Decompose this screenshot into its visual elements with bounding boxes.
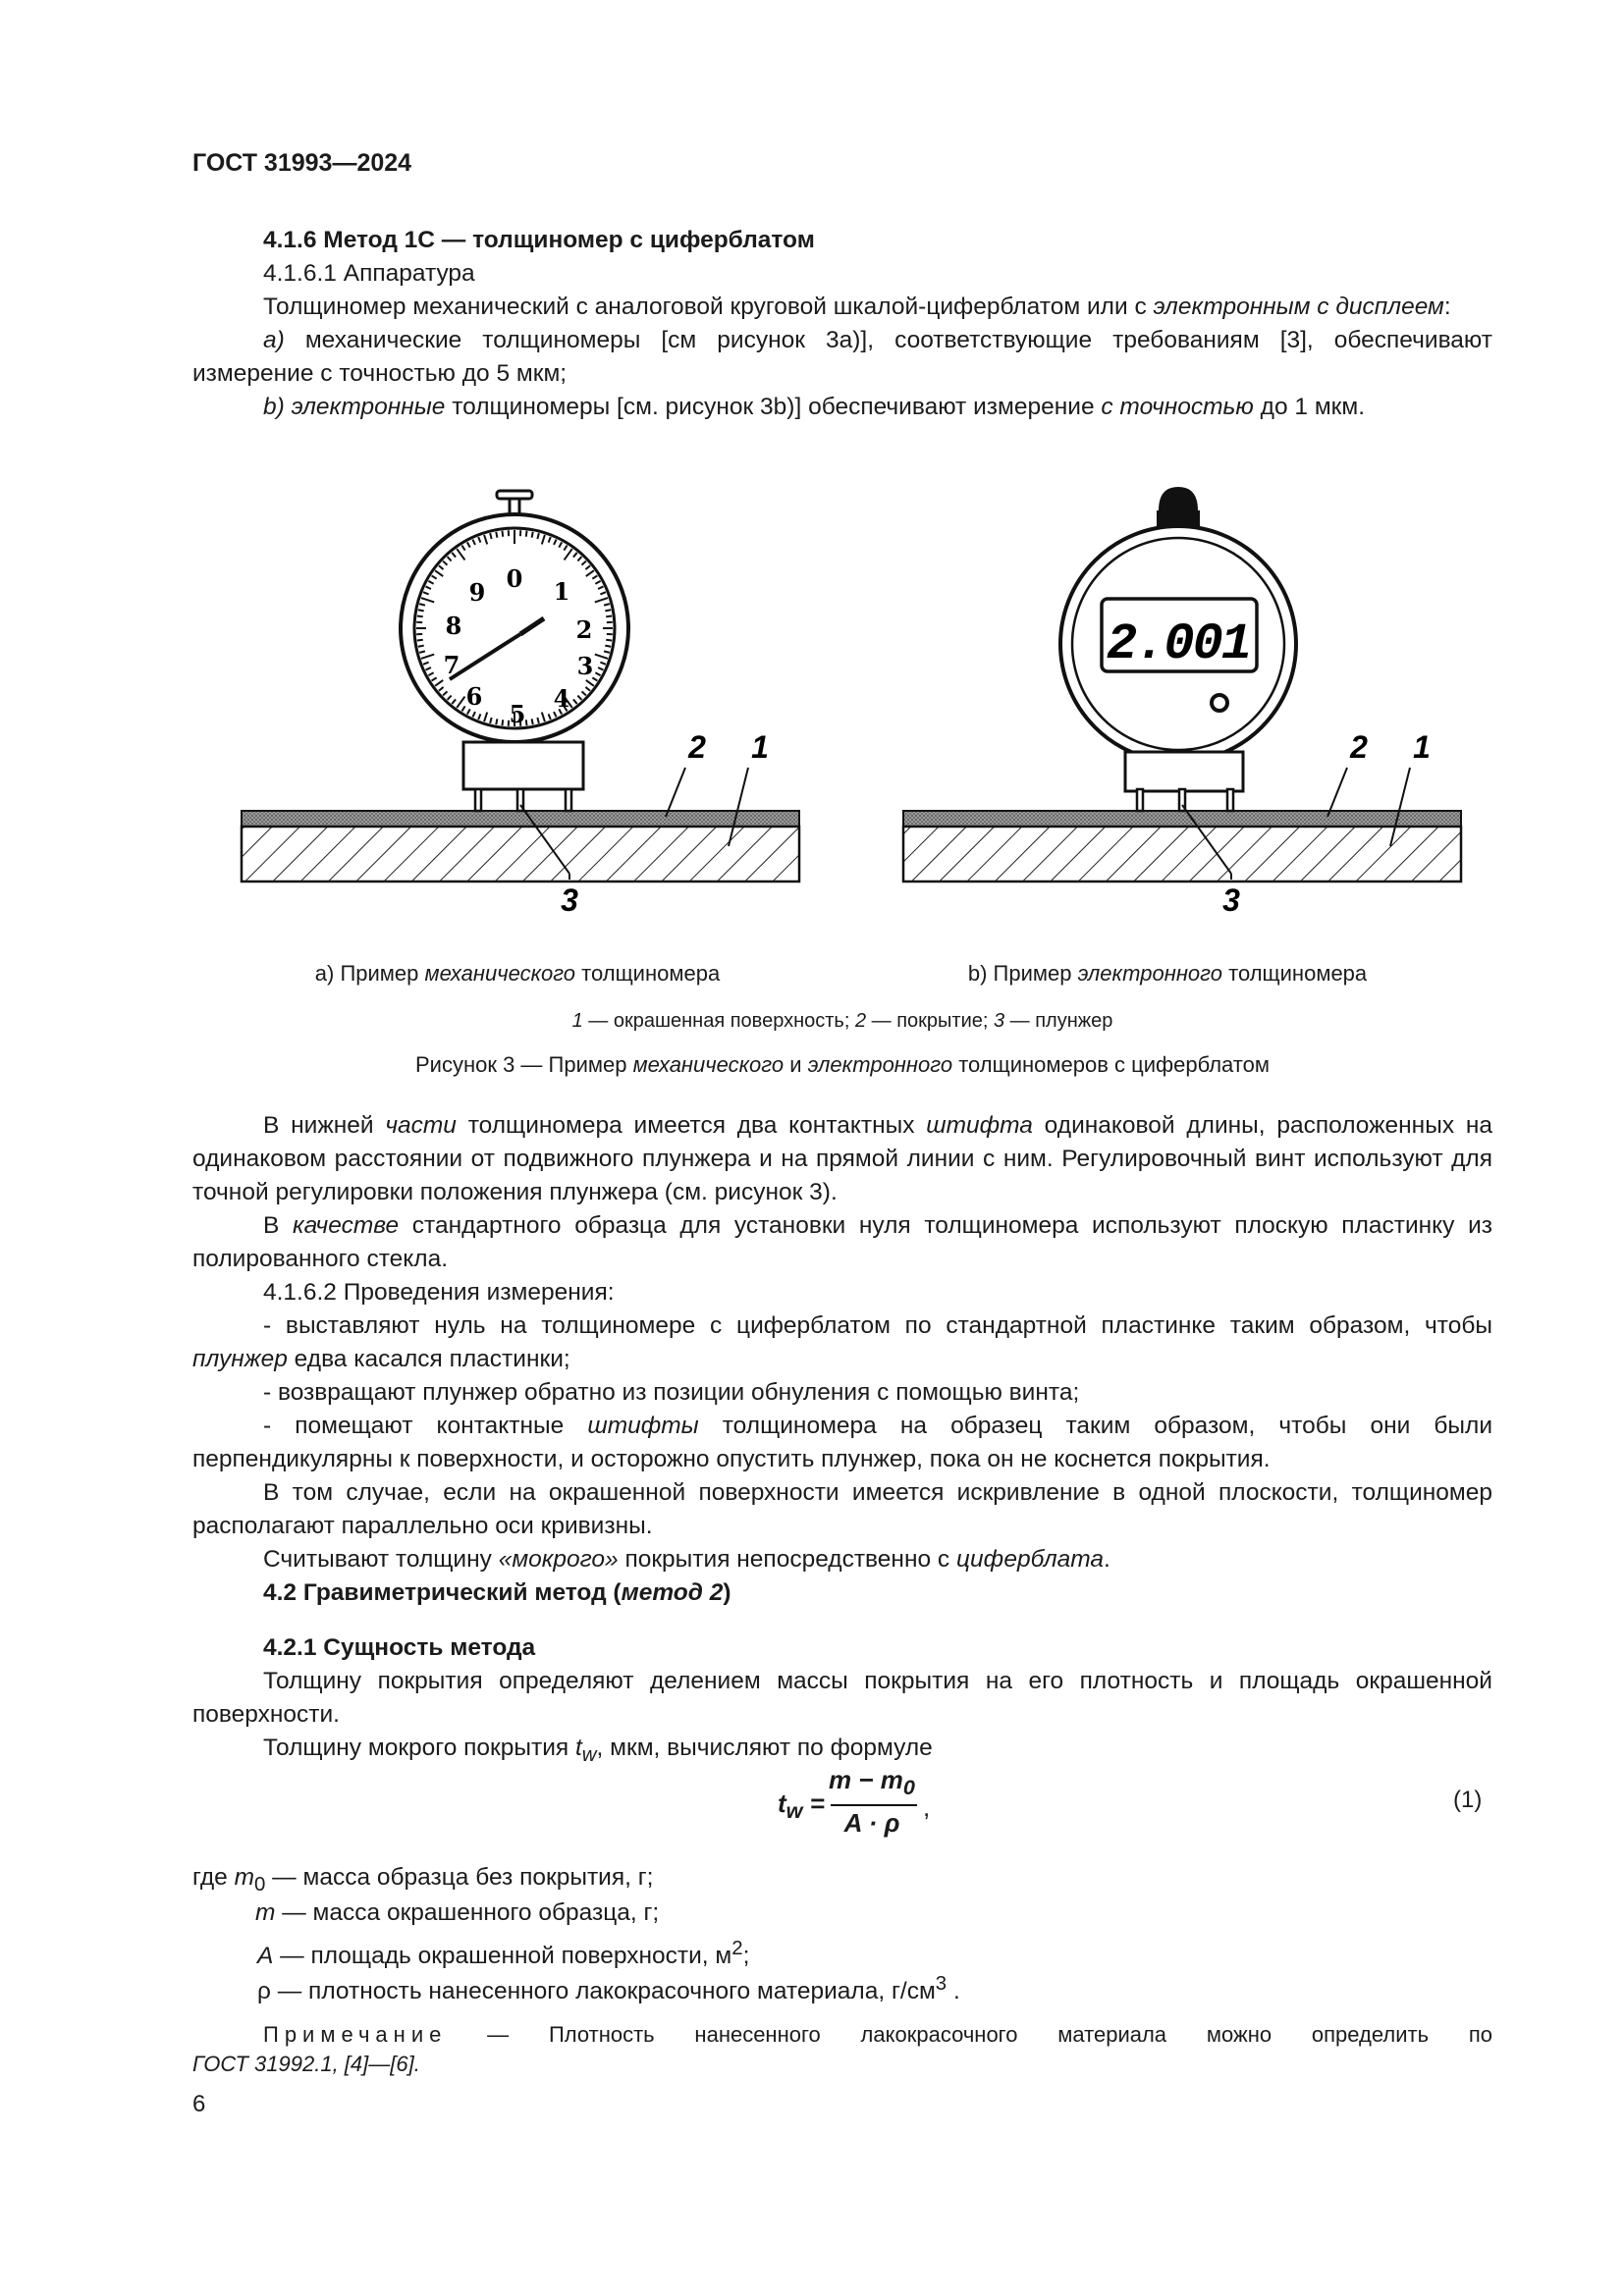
dial-tick bbox=[417, 615, 423, 616]
dial-digit: 0 bbox=[506, 564, 523, 593]
dial-tick bbox=[532, 719, 533, 724]
lcd-readout: 2.001 bbox=[1106, 615, 1251, 673]
paragraph: Толщину мокрого покрытия $t_w$, мкм, вычисляют по формуле bbox=[263, 1735, 933, 1766]
dial-digit: 9 bbox=[468, 578, 486, 607]
paragraph: В нижней части толщиномера имеется два контактных штифта одинаковой длины, расположенных на одинаковом расстоянии от подвижного плунжера и на прямой линии с ним. Регулировочный винт используют для точной регулировки положения плунжера (см. рисунок 3). bbox=[192, 1112, 1492, 1205]
list-item-b: b) электронные толщиномеры [см. рисунок 3b)] обеспечивают измерение с точностью до 1 мкм. bbox=[263, 394, 1366, 420]
dial-digit: 7 bbox=[443, 651, 460, 679]
callout-1-b: 1 bbox=[1413, 729, 1431, 765]
callout-2-b: 2 bbox=[1350, 729, 1368, 765]
list-item-a: a) механические толщиномеры [см рисунок 3a)], соответствующие требованиям [3], обеспечивают измерение с точностью до 5 мкм; bbox=[192, 327, 1492, 387]
where-A: A — площадь окрашенной поверхности, $м^2$; bbox=[257, 1938, 750, 1970]
figure-3-drawing bbox=[192, 461, 1492, 952]
dial-digit: 8 bbox=[445, 612, 462, 640]
page-number: 6 bbox=[192, 2091, 206, 2117]
dial-tick bbox=[605, 610, 611, 611]
dial-tick bbox=[532, 532, 533, 538]
section-4-1-6 bbox=[192, 224, 1492, 424]
caption-a: a) Пример механического толщиномера bbox=[314, 961, 721, 986]
section-4-2 bbox=[192, 1576, 1492, 1610]
dial-tick bbox=[418, 610, 424, 611]
section-title: 4.2 Гравиметрический метод (метод 2) bbox=[263, 1579, 731, 1606]
paragraph: В качестве стандартного образца для установки нуля толщиномера используют плоскую пластинку из полированного стекла. bbox=[192, 1212, 1492, 1272]
substrate-b bbox=[903, 827, 1461, 881]
dial-tick bbox=[418, 646, 424, 647]
electronic-gauge bbox=[903, 487, 1461, 918]
dial-tick bbox=[606, 615, 612, 616]
dial-tick bbox=[526, 531, 527, 537]
dial-tick bbox=[502, 720, 503, 725]
subsection-title: 4.1.6.2 Проведения измерения: bbox=[263, 1279, 615, 1306]
gauge-body-b bbox=[1125, 752, 1243, 791]
paragraph: Толщину покрытия определяют делением массы покрытия на его плотность и площадь окрашенной поверхности. bbox=[192, 1668, 1492, 1728]
figure-legend: 1 — окрашенная поверхность; 2 — покрытие; 3 — плунжер bbox=[571, 1010, 1113, 1032]
list-item: - выставляют нуль на толщиномере с циферблатом по стандартной пластинке таким образом, чтобы плунжер едва касался пластинки; bbox=[192, 1312, 1492, 1372]
subsection-title: 4.1.6.1 Аппаратура bbox=[263, 260, 475, 287]
list-item: - помещают контактные штифты толщиномера на образец таким образом, чтобы они были перпендикулярны к поверхности, и осторожно опустить плунжер, пока он не коснется покрытия. bbox=[192, 1413, 1493, 1472]
where-m: m — масса окрашенного образца, г; bbox=[255, 1899, 660, 1926]
dial-tick bbox=[605, 646, 611, 647]
caption-b: b) Пример электронного толщиномера bbox=[967, 961, 1368, 986]
zero-button-icon bbox=[1212, 695, 1227, 711]
dial-digit: 5 bbox=[509, 700, 526, 728]
dial-digit: 1 bbox=[553, 577, 570, 606]
dial-digit: 4 bbox=[553, 684, 570, 713]
note-refs: ГОСТ 31992.1, [4]—[6]. bbox=[192, 2052, 420, 2076]
list-item: - возвращают плунжер обратно из позиции обнуления с помощью винта; bbox=[263, 1379, 1080, 1406]
gauge-body-a bbox=[463, 742, 583, 789]
coating-layer-a bbox=[242, 811, 799, 827]
formula-number: (1) bbox=[1453, 1787, 1483, 1813]
paragraph: Считывают толщину «мокрого» покрытия непосредственно с циферблата. bbox=[263, 1546, 1110, 1573]
subsection-title: 4.2.1 Сущность метода bbox=[263, 1634, 536, 1661]
callout-2-a: 2 bbox=[688, 729, 706, 765]
formula-comma: , bbox=[923, 1792, 931, 1822]
callout-3-a: 3 bbox=[561, 882, 578, 918]
body-text bbox=[192, 1109, 1492, 1576]
dial-tick bbox=[502, 531, 503, 537]
callout-1-a: 1 bbox=[751, 729, 769, 765]
fraction-bar bbox=[831, 1804, 917, 1806]
dial-digit: 3 bbox=[576, 652, 594, 680]
formula-lhs: $t_w$ = bbox=[778, 1789, 825, 1824]
paragraph: В том случае, если на окрашенной поверхности имеется искривление в одной плоскости, толщиномер располагают параллельно оси кривизны. bbox=[192, 1479, 1492, 1539]
mechanical-gauge bbox=[242, 491, 799, 918]
note: Примечание — Плотность нанесенного лакокрасочного материала можно определить по bbox=[263, 2022, 1492, 2047]
dial-digit: 2 bbox=[575, 615, 593, 644]
dial-tick bbox=[526, 720, 527, 725]
dial-tick bbox=[606, 640, 612, 641]
coating-layer-b bbox=[903, 811, 1461, 827]
where-m0: где $m_0$ — масса образца без покрытия, г; bbox=[192, 1864, 654, 1896]
where-rho: ρ — плотность нанесенного лакокрасочного материала, $г/см^3$ . bbox=[257, 1973, 960, 2005]
dial-tick bbox=[417, 640, 423, 641]
formula-numerator: $m - m_0$ bbox=[829, 1765, 915, 1800]
callout-3-b: 3 bbox=[1222, 882, 1240, 918]
figure-title: Рисунок 3 — Пример механического и электронного толщиномеров с циферблатом bbox=[415, 1052, 1270, 1077]
document-code: ГОСТ 31993—2024 bbox=[192, 149, 412, 177]
dial-tick bbox=[496, 719, 497, 724]
dial-digit: 6 bbox=[465, 682, 483, 711]
substrate-a bbox=[242, 827, 799, 881]
section-title: 4.1.6 Метод 1С — толщиномер с циферблатом bbox=[263, 227, 815, 253]
dial-tick bbox=[496, 532, 497, 538]
section-4-2-1 bbox=[192, 1631, 1492, 1772]
paragraph: Толщиномер механический с аналоговой круговой шкалой-циферблатом или с электронным с дисплеем: bbox=[263, 294, 1451, 320]
formula-denominator: A · ρ bbox=[843, 1808, 900, 1838]
figure-3 bbox=[192, 461, 1492, 952]
